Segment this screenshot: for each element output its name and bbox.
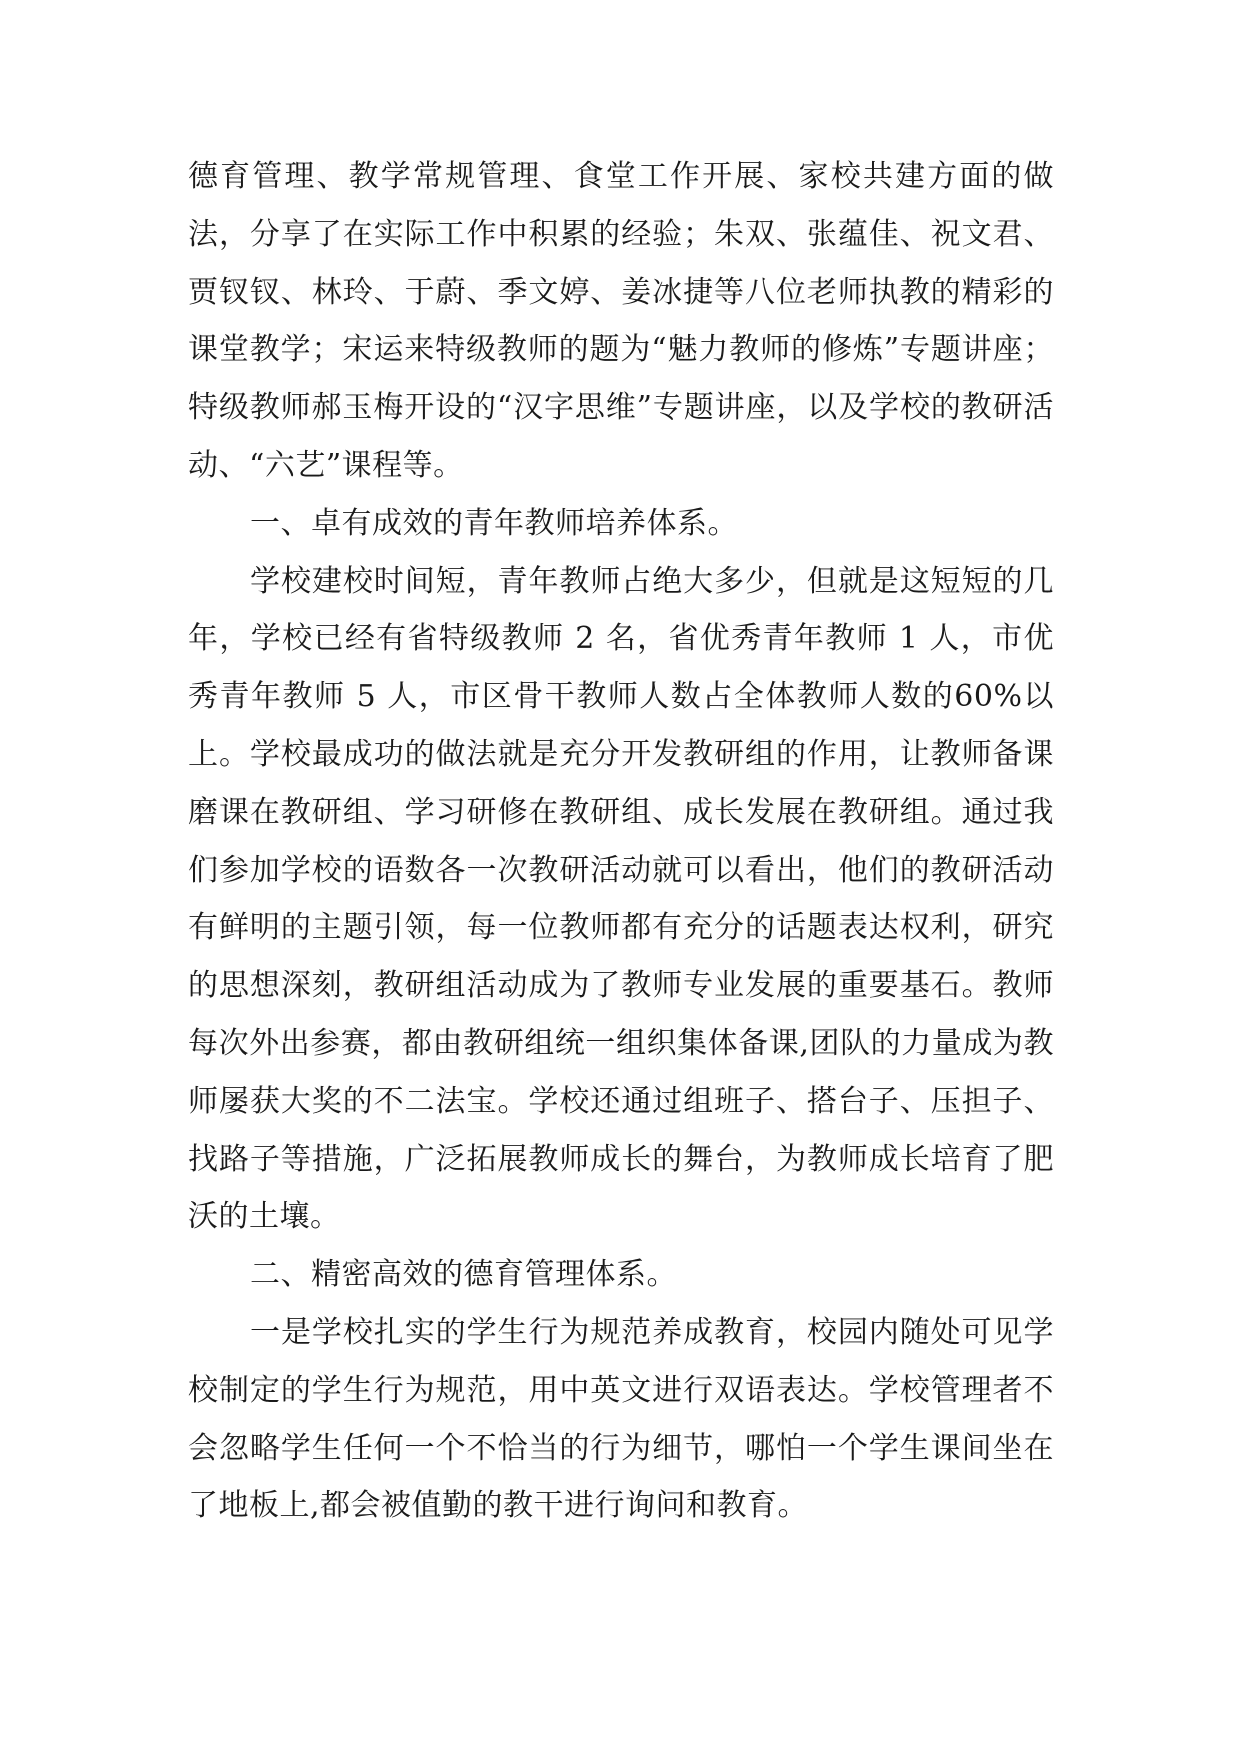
paragraph-teacher-training: 学校建校时间短，青年教师占绝大多少，但就是这短短的几年，学校已经有省特级教师 2 名，省优秀青年教师 1 人，市优秀青年教师 5 人，市区骨干教师人数占全体教师人数的60%以上。学校最成功的做法就是充分开发教研组的作用，让教师备课磨课在教研组、学习研修在教研组、成长发展在教研组。通过我们参加学校的语数各一次教研活动就可以看出，他们的教研活动有鲜明的主题引领，每一位教师都有充分的话题表达权利，研究的思想深刻，教研组活动成为了教师专业发展的重要基石。教师每次外出参赛，都由教研组统一组织集体备课,团队的力量成为教师屡获大奖的不二法宝。学校还通过组班子、搭台子、压担子、找路子等措施，广泛拓展教师成长的舞台，为教师成长培育了肥沃的土壤。 [188, 563, 1054, 1235]
section-heading-two: 二、精密高效的德育管理体系。 [250, 1257, 677, 1293]
paragraph-moral-education: 一是学校扎实的学生行为规范养成教育，校园内随处可见学校制定的学生行为规范，用中英文进行双语表达。学校管理者不会忽略学生任何一个不恰当的行为细节，哪怕一个学生课间坐在了地板上,都会被值勤的教干进行询问和教育。 [188, 1314, 1054, 1524]
paragraph-continuation: 德育管理、教学常规管理、食堂工作开展、家校共建方面的做法，分享了在实际工作中积累的经验；朱双、张蕴佳、祝文君、贾钗钗、林玲、于蔚、季文婷、姜冰捷等八位老师执教的精彩的课堂教学；宋运来特级教师的题为“魅力教师的修炼”专题讲座；特级教师郝玉梅开设的“汉字思维”专题讲座，以及学校的教研活动、“六艺”课程等。 [188, 159, 1054, 483]
document-body [188, 148, 1054, 1535]
section-heading-one: 一、卓有成效的青年教师培养体系。 [250, 505, 738, 541]
